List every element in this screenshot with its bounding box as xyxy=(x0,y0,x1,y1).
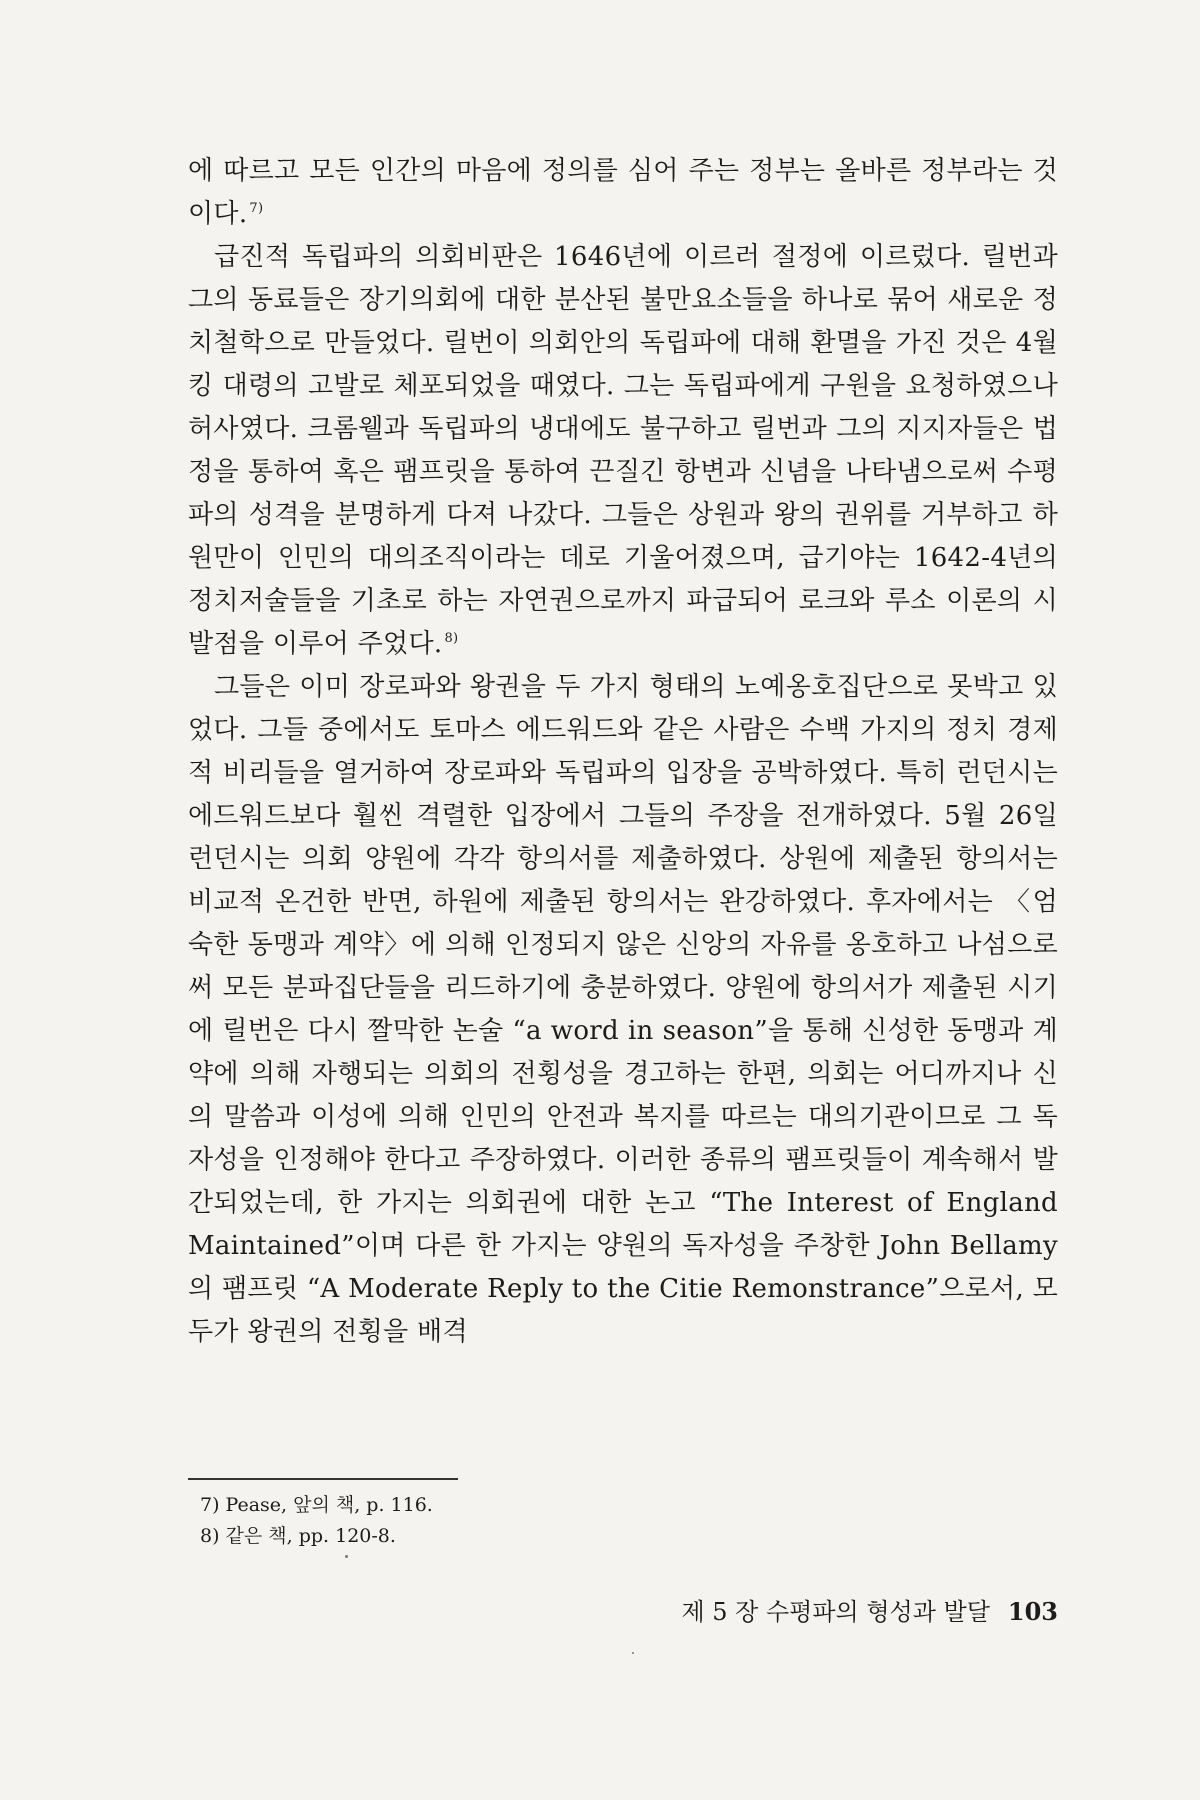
footnote-divider xyxy=(188,1478,458,1480)
scan-speck xyxy=(345,1555,348,1558)
footnotes xyxy=(200,1490,433,1552)
paragraph-text: 급진적 독립파의 의회비판은 1646년에 이르러 절정에 이르렀다. 릴번과 그의 동료들은 장기의회에 대한 분산된 불만요소들을 하나로 묶어 새로운 정치철학으로 만들었다. 릴번이 의회안의 독립파에 대해 환멸을 가진 것은 4월 킹 대령의 고발로 체포되었을 때였다. 그는 독립파에게 구원을 요청하였으나 허사였다. 크롬웰과 독립파의 냉대에도 불구하고 릴번과 그의 지지자들은 법정을 통하여 혹은 팸프릿을 통하여 끈질긴 항변과 신념을 나타냄으로써 수평파의 성격을 분명하게 다져 나갔다. 그들은 상원과 왕의 권위를 거부하고 하원만이 인민의 대의조직이라는 데로 기울어졌으며, 급기야는 1642-4년의 정치저술들을 기초로 하는 자연권으로까지 파급되어 로크와 루소 이론의 시발점을 이루어 주었다. xyxy=(188,242,1058,659)
paragraph-text: 에 따르고 모든 인간의 마음에 정의를 심어 주는 정부는 올바른 정부라는 것이다. xyxy=(188,156,1058,229)
paragraph-text: 그들은 이미 장로파와 왕권을 두 가지 형태의 노예옹호집단으로 못박고 있었다. 그들 중에서도 토마스 에드워드와 같은 사람은 수백 가지의 정치 경제적 비리들을 열거하여 장로파와 독립파의 입장을 공박하였다. 특히 런던시는 에드워드보다 훨씬 격렬한 입장에서 그들의 주장을 전개하였다. 5월 26일 런던시는 의회 양원에 각각 항의서를 제출하였다. 상원에 제출된 항의서는 비교적 온건한 반면, 하원에 제출된 항의서는 완강하였다. 후자에서는 〈엄숙한 동맹과 계약〉에 의해 인정되지 않은 신앙의 자유를 옹호하고 나섬으로써 모든 분파집단들을 리드하기에 충분하였다. 양원에 항의서가 제출된 시기에 릴번은 다시 짤막한 논술 “a word in season”을 통해 신성한 동맹과 계약에 의해 자행되는 의회의 전횡성을 경고하는 한편, 의회는 어디까지나 신의 말씀과 이성에 의해 인민의 안전과 복지를 따르는 대의기관이므로 그 독자성을 인정해야 한다고 주장하였다. 이러한 종류의 팸프릿들이 계속해서 발간되었는데, 한 가지는 의회권에 대한 논고 “The Interest of England Maintained”이며 다른 한 가지는 양원의 독자성을 주창한 John Bellamy의 팸프릿 “A Moderate Reply to the Citie Remonstrance”으로서, 모두가 왕권의 전횡을 배격 xyxy=(188,672,1058,1347)
footnote: 8) 같은 책, pp. 120-8. xyxy=(200,1525,396,1547)
footnote: 7) Pease, 앞의 책, p. 116. xyxy=(200,1494,433,1516)
paragraph xyxy=(188,236,1058,666)
page-number: 103 xyxy=(1007,1597,1058,1626)
chapter-title: 제 5 장 수평파의 형성과 발달 xyxy=(681,1598,990,1626)
footnote-marker: 8) xyxy=(444,631,459,647)
paragraph xyxy=(188,666,1058,1354)
scan-speck xyxy=(632,1652,634,1654)
running-footer xyxy=(640,1592,1058,1627)
body-text xyxy=(188,150,1058,1354)
paragraph xyxy=(188,150,1058,236)
footnote-marker: 7) xyxy=(249,201,264,217)
